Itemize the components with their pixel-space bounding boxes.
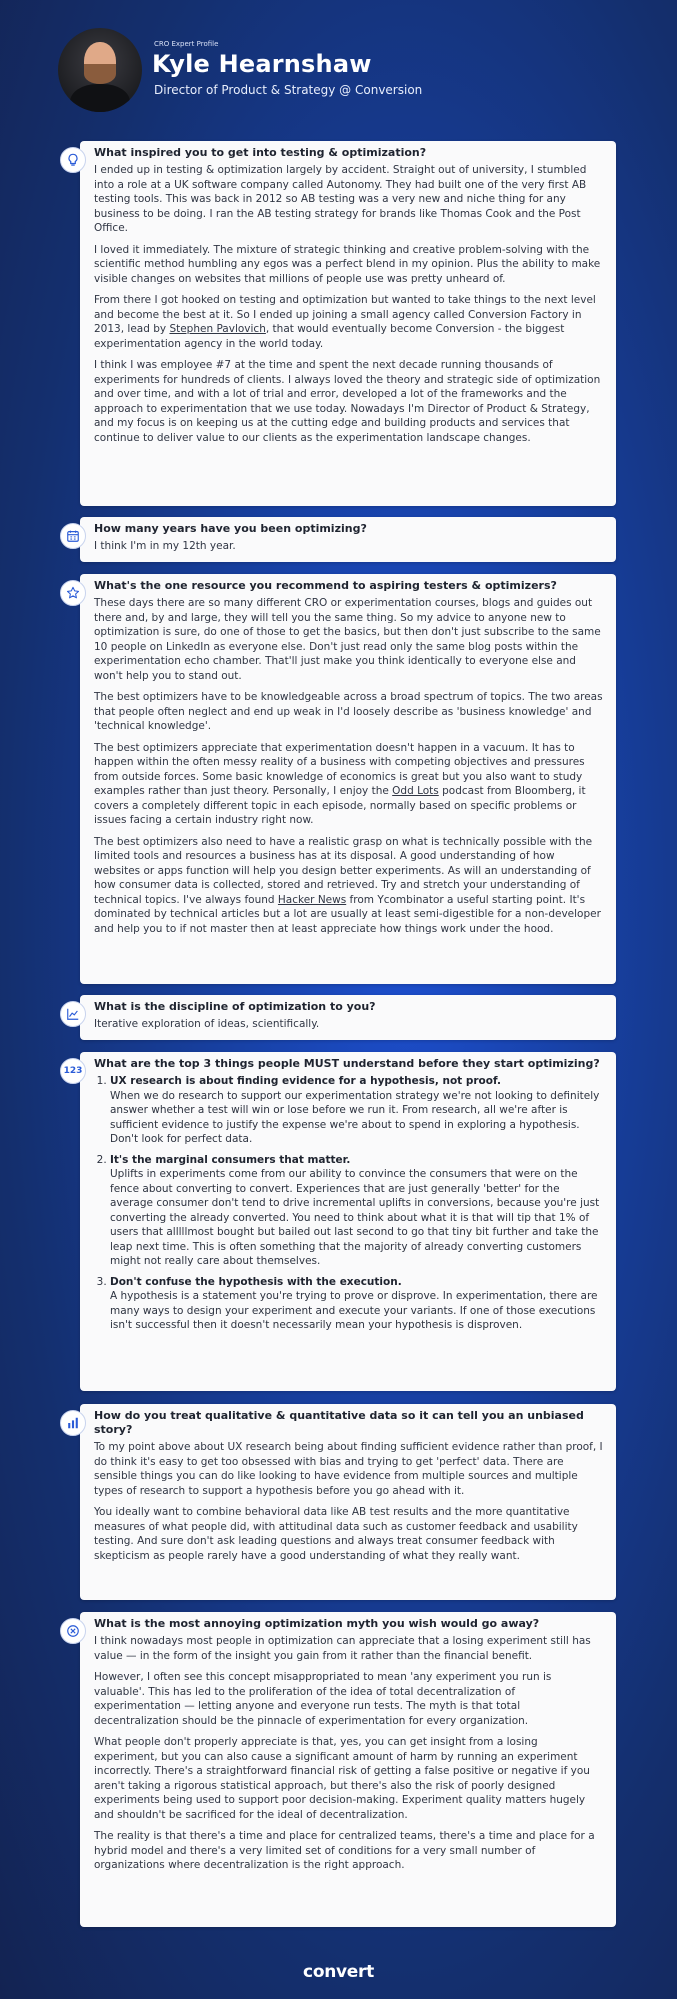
list-item-title: 1. UX research is about finding evidence for a hypothesis, not proof. (110, 1075, 501, 1087)
list-item (110, 1153, 604, 1269)
lightbulb-icon (60, 147, 86, 173)
avatar (58, 28, 142, 112)
answer-paragraph: However, I often see this concept misappropriated to mean 'any experiment you run is valuable'. This has led to the proliferation of the idea of total decentralization of experimentation — letting anyone and everyone run tests. The myth is that total decentralization should be the pinnacle of experimentation for every organization. (94, 1671, 552, 1727)
list-item-title: 2. It's the marginal consumers that matter. (110, 1153, 351, 1166)
close-circle-icon (60, 1618, 86, 1644)
numbered-list-icon: 123 (60, 1058, 86, 1084)
answer-paragraph: You ideally want to combine behavioral data like AB test results and the more quantitative measures of what people did, with attitudinal data such as customer feedback and usability testing. And sure don't ask leading questions and always treat consumer feedback with skepticism as people rarely have a good understanding of what they really want. (94, 1506, 578, 1562)
question-card-discipline (80, 995, 616, 1040)
odd-lots-link[interactable]: Odd Lots (392, 785, 439, 797)
question-title: How many years have you been optimizing? (94, 522, 367, 535)
profile-role: Director of Product & Strategy @ Conversion (154, 83, 423, 97)
answer-paragraph: The reality is that there's a time and place for centralized teams, there's a time and place for a hybrid model and there's a very limited set of conditions for a very small number of organizations where decentralization is the right approach. (94, 1830, 595, 1871)
question-card-inspiration (80, 141, 616, 506)
question-card-resource (80, 574, 616, 984)
profile-label: CRO Expert Profile (154, 40, 219, 48)
question-title: What are the top 3 things people MUST understand before they start optimizing? (94, 1057, 600, 1070)
answer-paragraph: To my point above about UX research being about finding sufficient evidence rather than proof, I do think it's easy to get too obsessed with bias and trying to get 'perfect' data. There are sensible things you can do like looking to have evidence from multiple sources and multiple types of research to support a hypothesis before you go ahead with it. (94, 1441, 603, 1497)
answer-paragraph: Iterative exploration of ideas, scientifically. (94, 1018, 320, 1030)
question-title: How do you treat qualitative & quantitative data so it can tell you an unbiased story? (94, 1409, 584, 1436)
list-item (110, 1074, 604, 1147)
profile-header (58, 28, 658, 112)
question-card-years (80, 517, 616, 562)
question-title: What is the discipline of optimization to you? (94, 1000, 376, 1013)
list-item-title: 3. Don't confuse the hypothesis with the execution. (110, 1275, 402, 1288)
hacker-news-link[interactable]: Hacker News (277, 893, 347, 906)
answer-paragraph: From there I got hooked on testing and optimization but wanted to take things to the next level and become the best at it. So I ended up joining a small agency called Conversion Factory in 2013, lead by Stephen Pavlovich, that would eventually become Conversion - the biggest experimentation agency in the world today. (94, 294, 596, 350)
answer-paragraph: I ended up in testing & optimization largely by accident. Straight out of university, I stumbled into a role at a UK software company called Autonomy. They had built one of the very first AB testing tools. This was back in 2012 so AB testing was a very new and niche thing for any business to be doing. I ran the AB testing strategy for brands like Thomas Cook and the Post Office. (94, 164, 587, 234)
answer-paragraph: I think nowadays most people in optimization can appreciate that a losing experiment still has value — in the form of the insight you gain from it rather than the financial benefit. (94, 1635, 591, 1662)
list-item-text: When we do research to support our experimentation strategy we're not looking to definitely answer whether a test will win or lose before we run it. From research, all we're after is sufficient evidence to justify the expense we're about to spend in exploring a hypothesis. Don't look for perfect data. (110, 1089, 600, 1145)
top3-list (94, 1074, 604, 1333)
answer-paragraph: I think I was employee #7 at the time and spent the next decade running thousands of experiments for hundreds of clients. I always loved the theory and strategic side of optimization and over time, and with a lot of trial and error, developed a lot of the frameworks and the approach to experimentation that we use today. Nowadays I'm Director of Product & Strategy, and my focus is on keeping us at the cutting edge and building products and services that continue to deliver value to our clients as the experimentation landscape changes. (94, 359, 601, 444)
answer-paragraph: The best optimizers also need to have a realistic grasp on what is technically possible with the limited tools and resources a business has at its disposal. A good understanding of how websites or apps function will help you design better experiments. As will an understanding of how consumer data is collected, stored and retrieved. Try and stretch your understanding of technical topics. I've always found Hacker News from Ycombinator a useful starting point. It's dominated by technical articles but a lot are usually at least semi-digestible for a non-developer and help you to if not master then at least appreciate how things work under the hood. (94, 835, 601, 935)
trend-chart-icon (60, 1001, 86, 1027)
answer-paragraph: What people don't properly appreciate is that, yes, you can get insight from a losing experiment, but you can also cause a significant amount of harm by running an experiment incorrectly. There's a straightforward financial risk of getting a false positive or negative if you aren't taking a rigorous statistical approach, but there's also the risk of poorly designed experiments being used to support poor decision-making. Experiment quality matters hugely and shouldn't be sacrificed for the ideal of decentralization. (94, 1736, 590, 1821)
question-title: What is the most annoying optimization myth you wish would go away? (94, 1617, 540, 1630)
answer-paragraph: These days there are so many different CRO or experimentation courses, blogs and guides out there and, by and large, they will tell you the same thing. So my advice to anyone new to optimization is sure, do one of those to get the basics, but then don't just subscribe to the same 10 people on LinkedIn as everyone else. Don't just read only the same blog posts within the experimentation echo chamber. That'll just make you think identically to everyone else and won't help you to stand out. (94, 597, 601, 682)
list-item (110, 1275, 604, 1333)
question-title: What's the one resource you recommend to aspiring testers & optimizers? (94, 579, 557, 592)
answer-paragraph: The best optimizers have to be knowledgeable across a broad spectrum of topics. The two areas that people often neglect and end up weak in I'd loosely describe as 'business knowledge' and 'technical knowledge'. (94, 691, 603, 732)
question-card-myth (80, 1612, 616, 1927)
bar-chart-icon (60, 1410, 86, 1436)
question-card-data (80, 1404, 616, 1600)
answer-paragraph: I think I'm in my 12th year. (94, 540, 236, 552)
stephen-pavlovich-link[interactable]: Stephen Pavlovich (169, 323, 266, 335)
question-title: What inspired you to get into testing & optimization? (94, 146, 427, 159)
list-item-text: Uplifts in experiments come from our ability to convince the consumers that were on the fence about converting to convert. Experiences that are just generally 'better' for the average consumer don't tend to drive incremental uplifts in conversions, because you're just converting the already converted. You need to think about what it is that will tip that 1% of users that alllllmost bought but bailed out last second to go that tiny bit further and take the leap next time. This is often something that the majority of already converting customers might not really care about themselves. (110, 1168, 600, 1267)
calendar-icon (60, 523, 86, 549)
star-icon (60, 580, 86, 606)
list-item-text: A hypothesis is a statement you're trying to prove or disprove. In experimentation, there are many ways to design your experiment and execute your variants. If one of those executions isn't successful then it doesn't necessarily mean your hypothesis is disproven. (110, 1290, 598, 1331)
answer-paragraph: The best optimizers appreciate that experimentation doesn't happen in a vacuum. It has to happen within the often messy reality of a business with competing objectives and pressures from outside forces. Some basic knowledge of economics is great but you also want to study examples rather than just theory. Personally, I enjoy the Odd Lots podcast from Bloomberg, it covers a completely different topic in each episode, normally based on specific problems or issues facing a certain industry right now. (94, 741, 586, 826)
question-card-top3 (80, 1052, 616, 1391)
convert-logo: convert (303, 1962, 374, 1982)
profile-name: Kyle Hearnshaw (152, 50, 372, 78)
answer-paragraph: I loved it immediately. The mixture of strategic thinking and creative problem-solving with the scientific method humbling any egos was a perfect blend in my opinion. Plus the ability to make visible changes on websites that millions of people use was pretty unheard of. (94, 243, 601, 285)
